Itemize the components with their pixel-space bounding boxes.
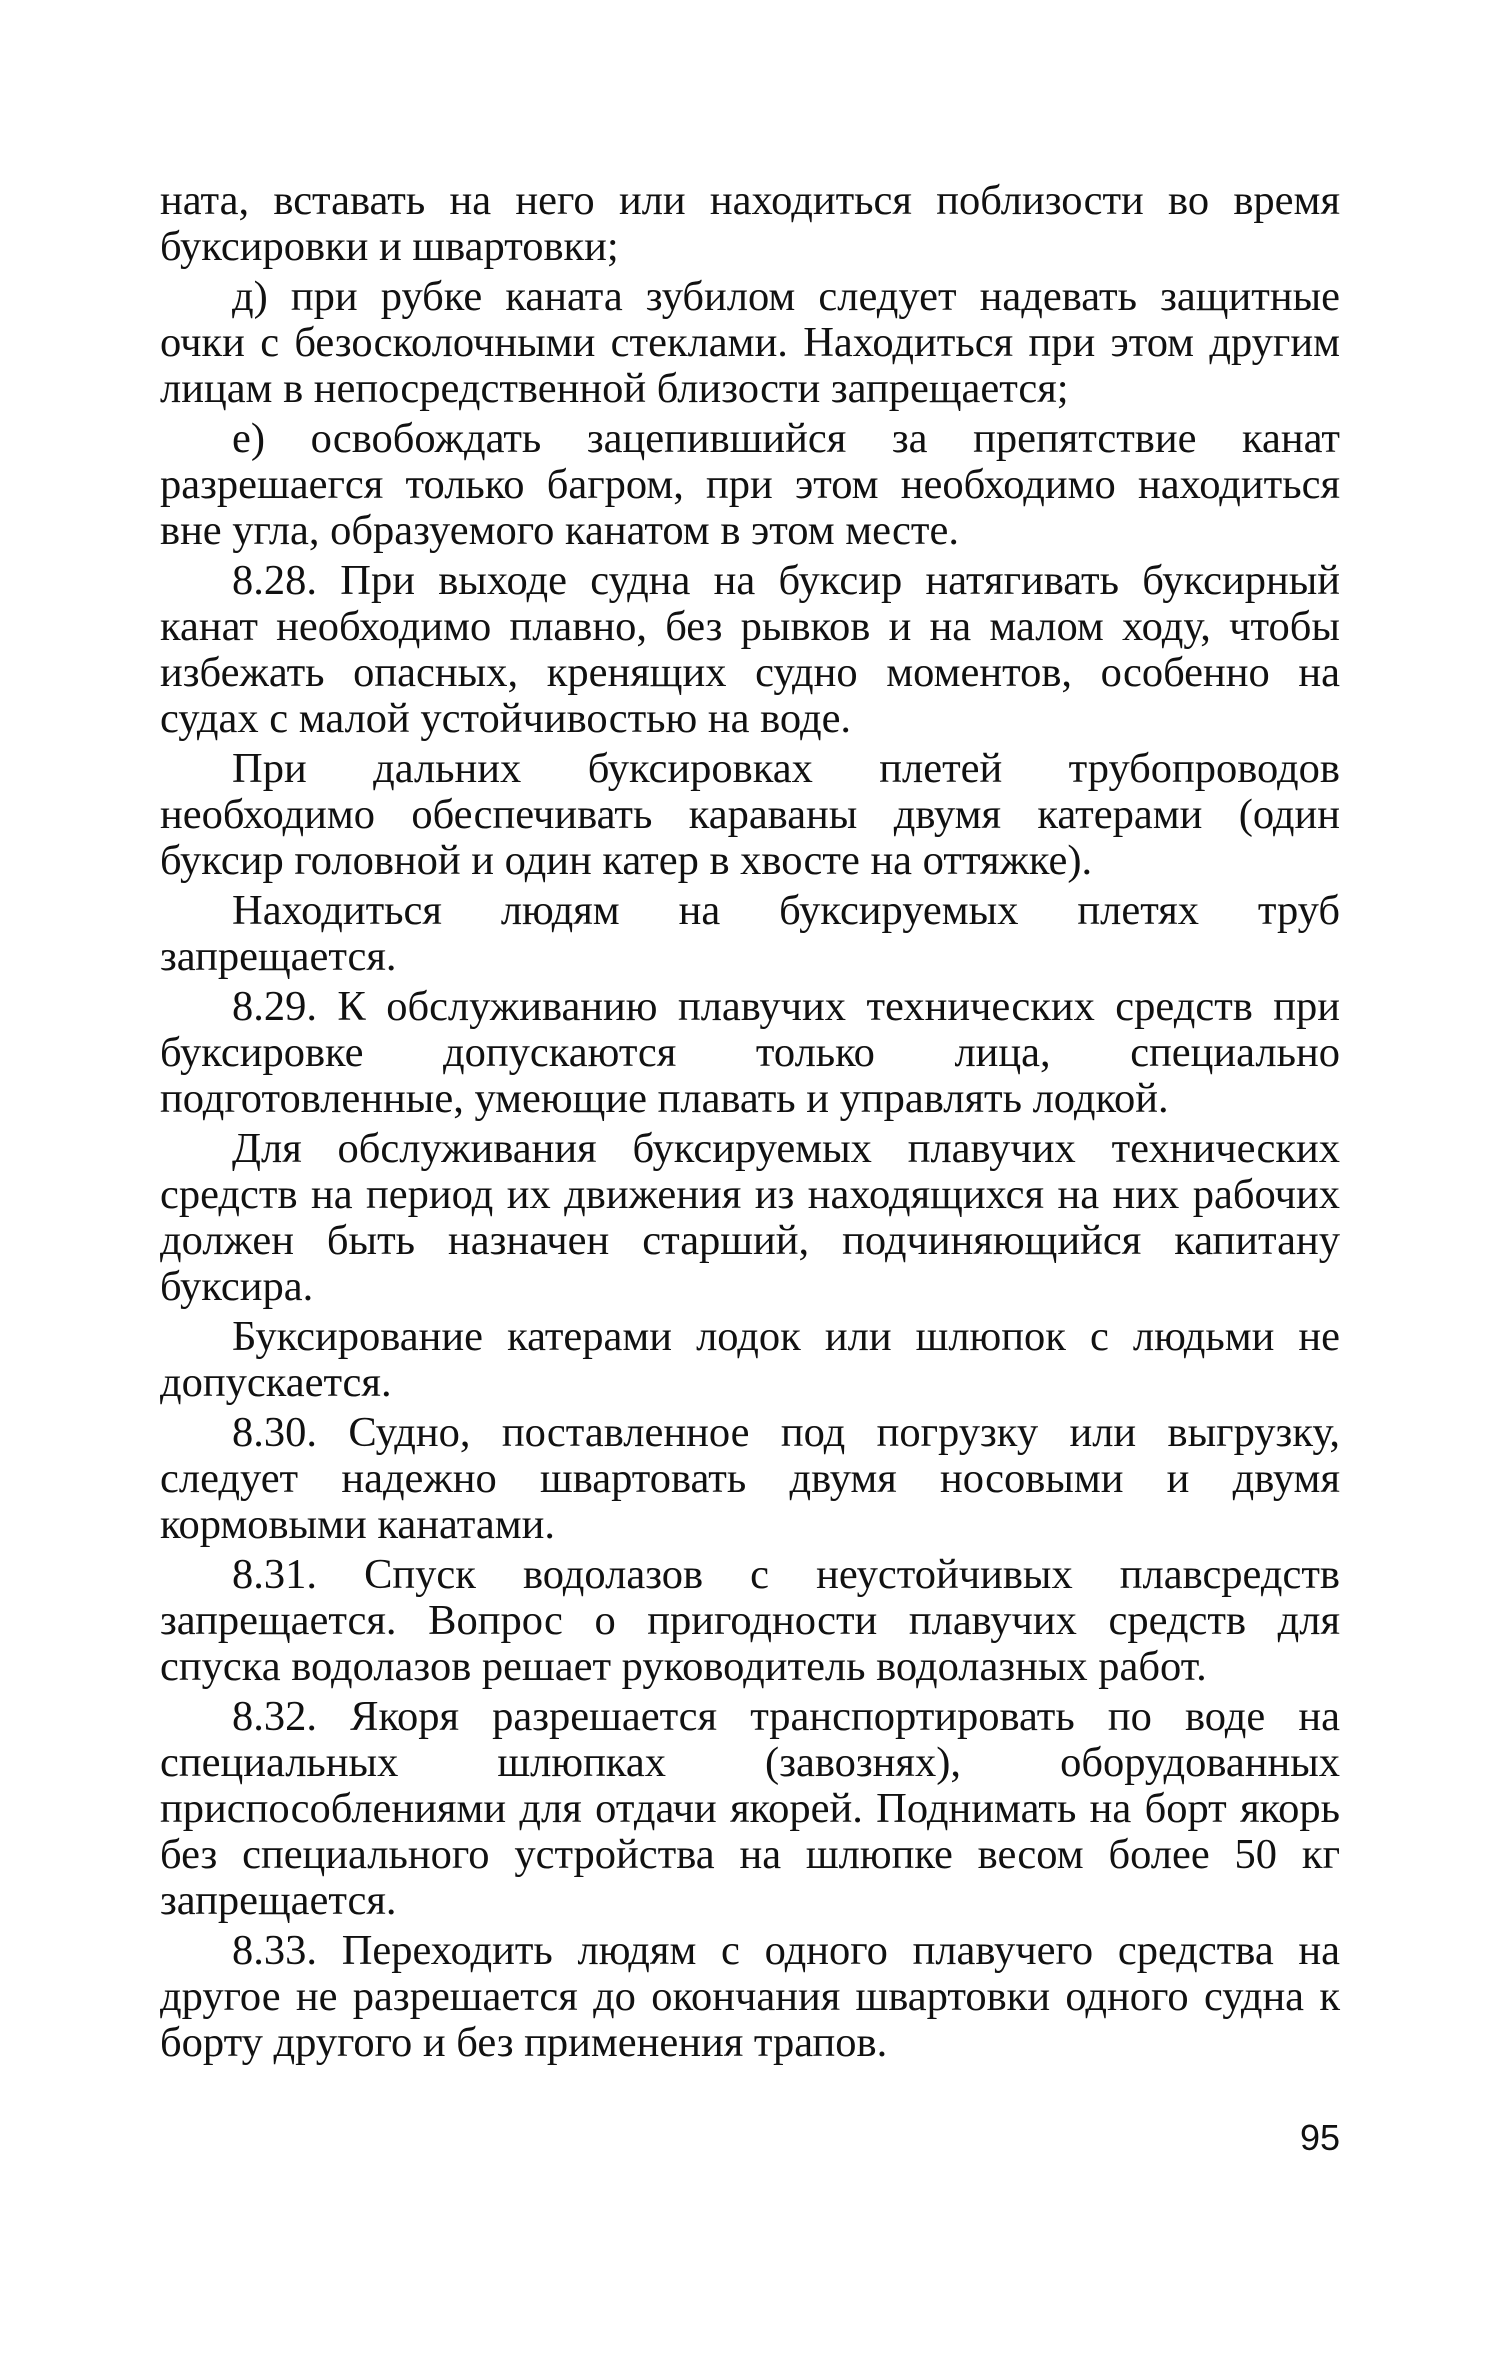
paragraph-8-29: 8.29. К обслуживанию плавучих технических средств при буксировке допускаются только лица, специально подготовленные, умеющие плавать и управлять лодкой.	[160, 983, 1340, 1122]
paragraph-item-d: д) при рубке каната зубилом следует надевать защитные очки с безосколочными стеклами. Находиться при этом другим лицам в непосредственной близости запрещается;	[160, 273, 1340, 412]
paragraph-8-29-towing-boats: Буксирование катерами лодок или шлюпок с людьми не допускается.	[160, 1313, 1340, 1406]
paragraph-8-32: 8.32. Якоря разрешается транспортировать по воде на специальных шлюпках (завознях), оборудованных приспособлениями для отдачи якорей. Поднимать на борт якорь без специального устройства на шлюпке весом более 50 кг запрещается.	[160, 1693, 1340, 1924]
paragraph-8-29-senior: Для обслуживания буксируемых плавучих технических средств на период их движения из находящихся на них рабочих должен быть назначен старший, подчиняющийся капитану буксира.	[160, 1125, 1340, 1310]
paragraph-8-33: 8.33. Переходить людям с одного плавучего средства на другое не разрешается до окончания швартовки одного судна к борту другого и без применения трапов.	[160, 1927, 1340, 2066]
paragraph-item-e: е) освобождать зацепившийся за препятствие канат разрешаегся только багром, при этом необходимо находиться вне угла, образуемого канатом в этом месте.	[160, 415, 1340, 554]
page-body	[160, 178, 1340, 2070]
paragraph-8-31: 8.31. Спуск водолазов с неустойчивых плавсредств запрещается. Вопрос о пригодности плавучих средств для спуска водолазов решает руководитель водолазных работ.	[160, 1551, 1340, 1690]
page-number: 95	[1299, 2117, 1340, 2158]
paragraph-8-28-pipelines: При дальних буксировках плетей трубопроводов необходимо обеспечивать караваны двумя катерами (один буксир головной и один катер в хвосте на оттяжке).	[160, 745, 1340, 884]
paragraph-continuation: ната, вставать на него или находиться поблизости во время буксировки и швартовки;	[160, 177, 1340, 270]
paragraph-8-30: 8.30. Судно, поставленное под погрузку или выгрузку, следует надежно швартовать двумя носовыми и двумя кормовыми канатами.	[160, 1409, 1340, 1548]
paragraph-8-28-prohibition: Находиться людям на буксируемых плетях труб запрещается.	[160, 887, 1340, 980]
paragraph-8-28: 8.28. При выходе судна на буксир натягивать буксирный канат необходимо плавно, без рывков и на малом ходу, чтобы избежать опасных, кренящих судно моментов, особенно на судах с малой устойчивостью на воде.	[160, 557, 1340, 742]
